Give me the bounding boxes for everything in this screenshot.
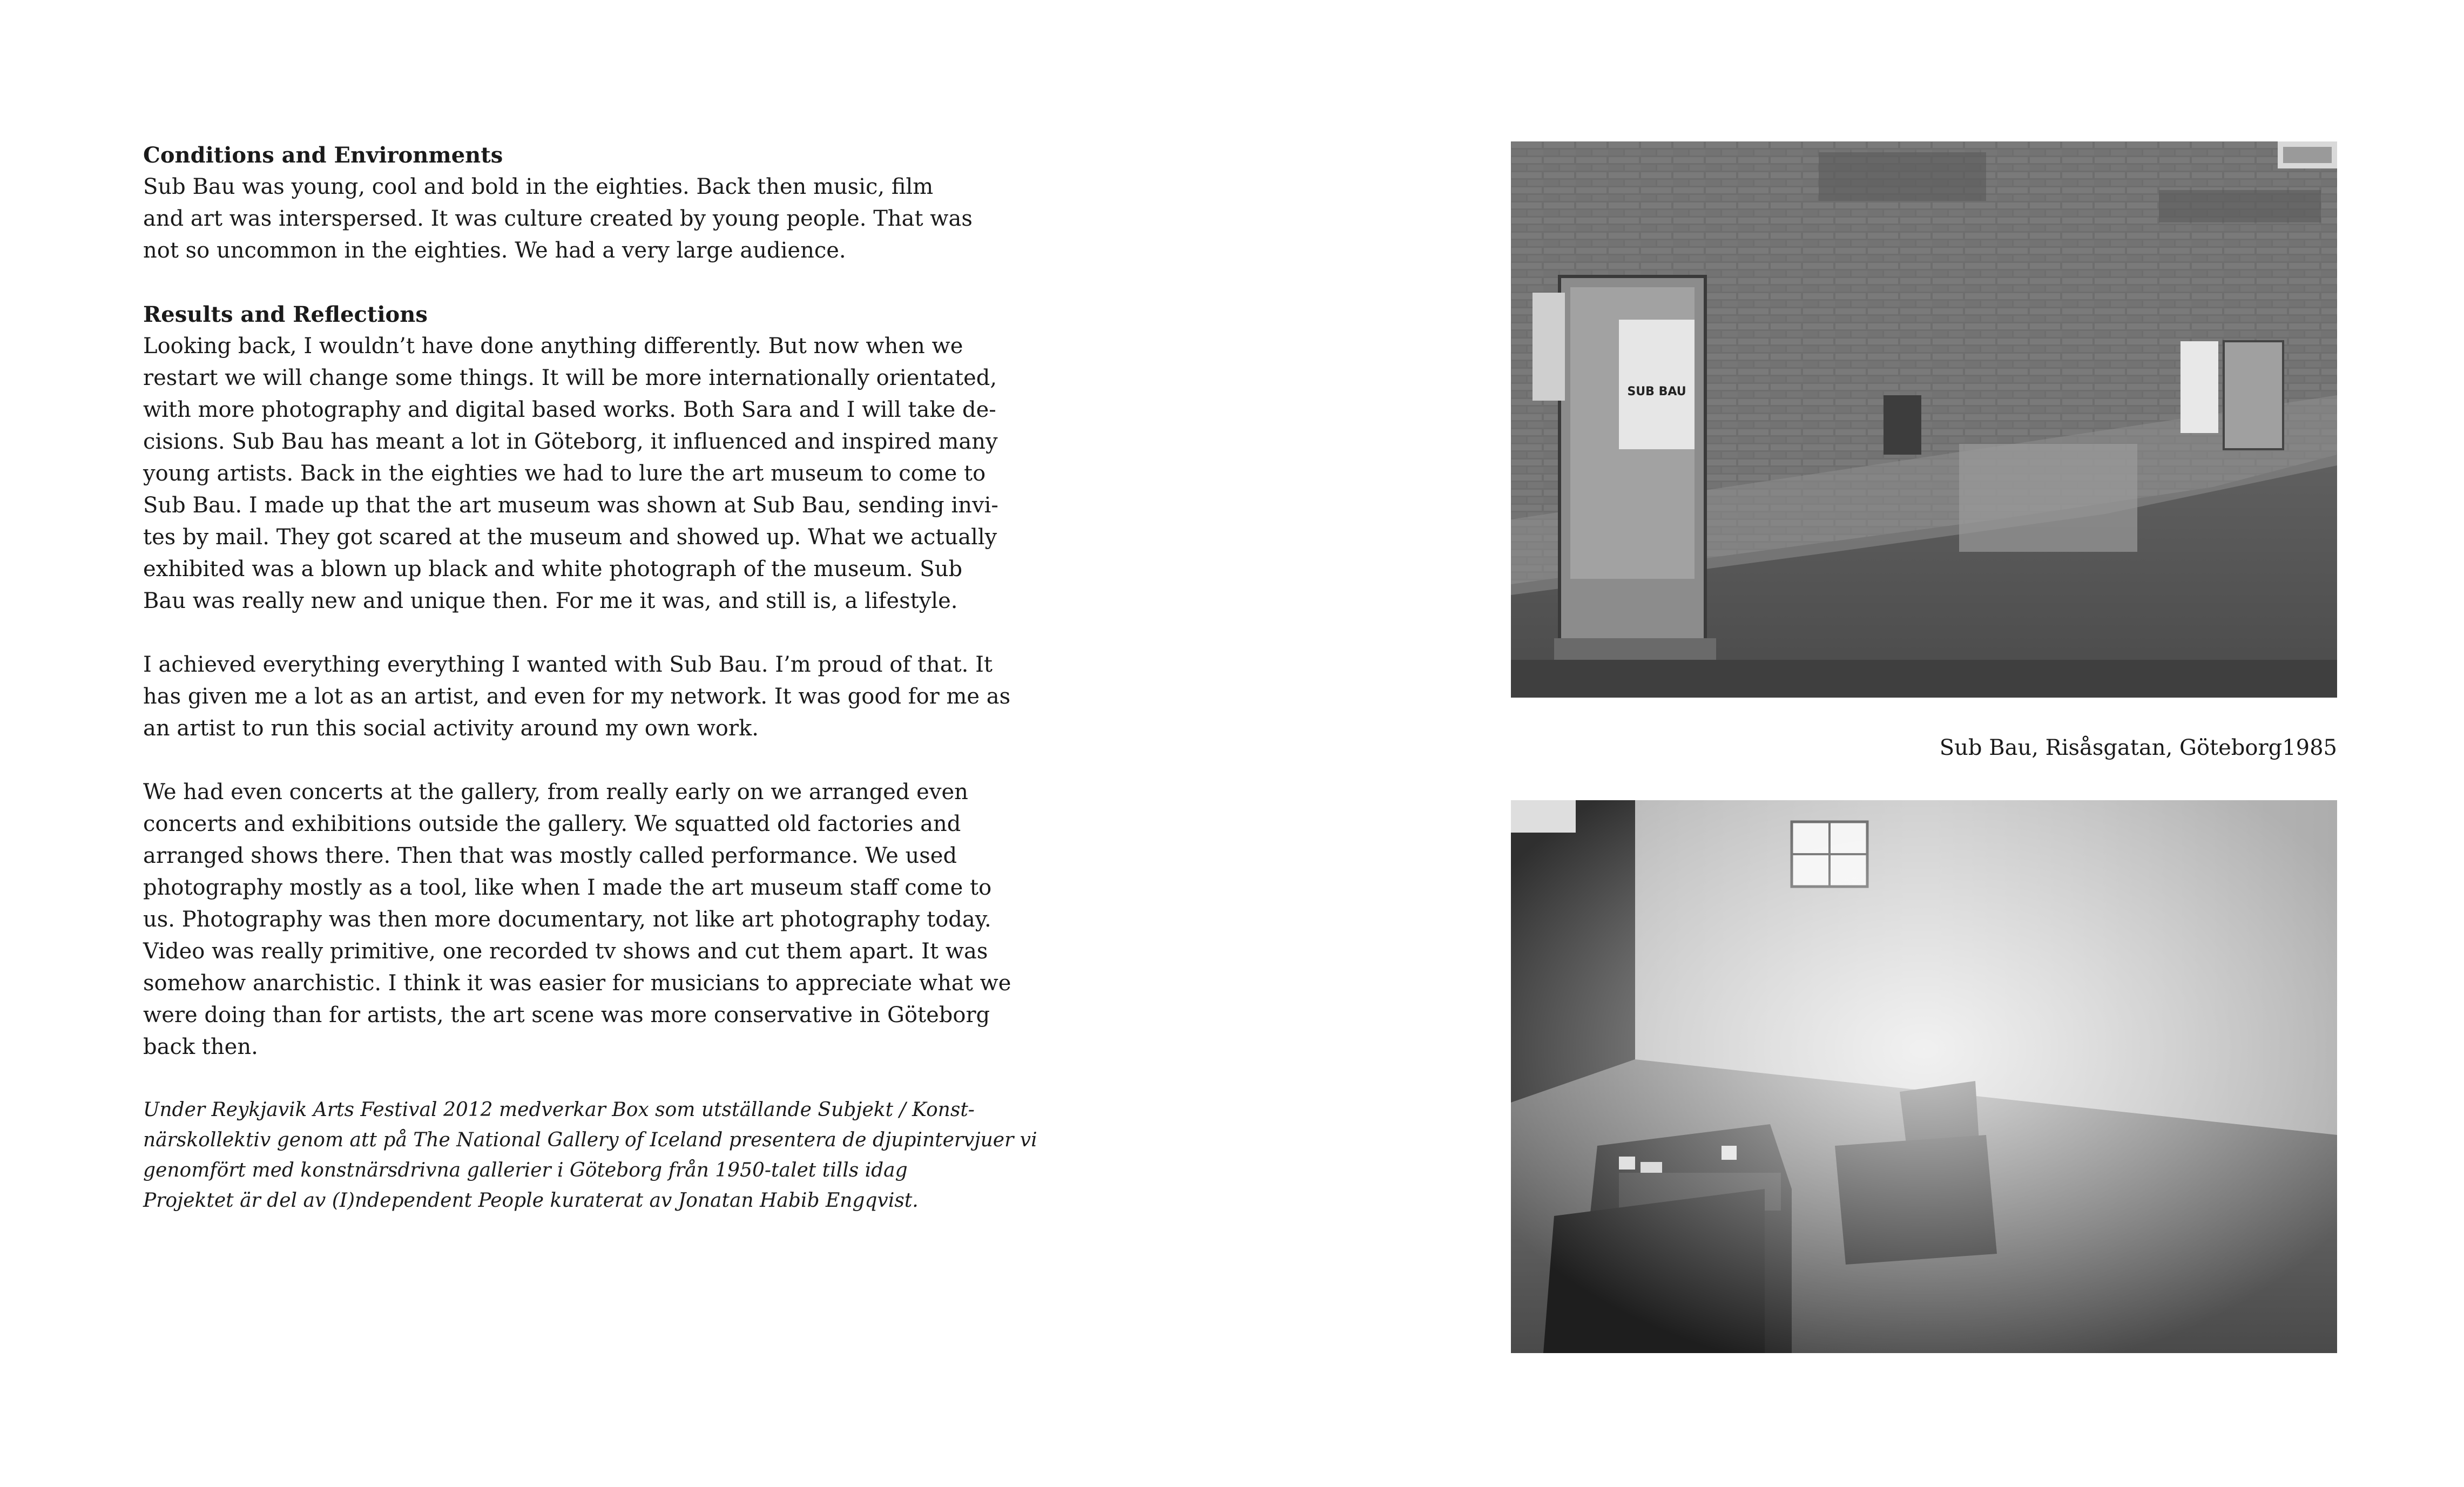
credits-line: Under Reykjavik Arts Festival 2012 medverkar Box som utställande Subjekt / Konst-: [143, 1099, 975, 1121]
utility-box: [1533, 276, 1716, 660]
photo-caption: Sub Bau, Risåsgatan, Göteborg1985: [1939, 735, 2337, 760]
conditions-heading: Conditions and Environments: [143, 143, 503, 168]
paragraph-line: back then.: [143, 1035, 258, 1059]
interior-photo-image: [1511, 800, 2337, 1353]
paragraph-line: I achieved everything everything I wanted with Sub Bau. I’m proud of that. It: [143, 652, 993, 677]
paragraph-line: tes by mail. They got scared at the museum and showed up. What we actually: [143, 525, 997, 550]
paragraph-line: with more photography and digital based works. Both Sara and I will take de-: [143, 397, 996, 422]
paragraph-line: restart we will change some things. It will be more internationally orientated,: [143, 366, 997, 390]
paragraph-line: exhibited was a blown up black and white photograph of the museum. Sub: [143, 557, 963, 582]
paragraph-line: Looking back, I wouldn’t have done anything differently. But now when we: [143, 334, 963, 359]
paragraph-line: concerts and exhibitions outside the gallery. We squatted old factories and: [143, 812, 961, 836]
conditions-section: [143, 139, 975, 267]
text-column: [143, 139, 1037, 1248]
interior-photo: [1511, 800, 2337, 1353]
credits-line: Projektet är del av (I)ndependent People kuraterat av Jonatan Habib Engqvist.: [143, 1189, 919, 1212]
paragraph-line: us. Photography was then more documentary, not like art photography today.: [143, 907, 991, 932]
results-heading: Results and Reflections: [143, 302, 428, 327]
credits-paragraph: [143, 1095, 1037, 1216]
paragraph-line: arranged shows there. Then that was mostly called performance. We used: [143, 843, 957, 868]
results-section: [143, 299, 998, 617]
paragraph-line: young artists. Back in the eighties we had to lure the art museum to come to: [143, 461, 986, 486]
paragraph-line: cisions. Sub Bau has meant a lot in Göteborg, it influenced and inspired many: [143, 429, 998, 454]
paragraph-line: We had even concerts at the gallery, from really early on we arranged even: [143, 780, 968, 805]
concerts-paragraph: [143, 776, 1011, 1063]
credits-line: genomfört med konstnärsdrivna gallerier i Göteborg från 1950-talet tills idag: [143, 1159, 908, 1181]
paragraph-line: Sub Bau. I made up that the art museum was shown at Sub Bau, sending invi-: [143, 493, 998, 518]
paragraph-line: were doing than for artists, the art scene was more conservative in Göteborg: [143, 1003, 990, 1028]
paragraph-line: not so uncommon in the eighties. We had a very large audience.: [143, 238, 846, 263]
achieved-paragraph: [143, 649, 1011, 745]
paragraph-line: somehow anarchistic. I think it was easier for musicians to appreciate what we: [143, 971, 1011, 996]
credits-line: närskollektiv genom att på The National Gallery of Iceland presentera de djupintervjuer vi: [143, 1129, 1037, 1151]
paragraph-line: an artist to run this social activity around my own work.: [143, 716, 759, 741]
street-photo-image: [1511, 141, 2337, 698]
paragraph-line: has given me a lot as an artist, and even for my network. It was good for me as: [143, 684, 1011, 709]
paragraph-line: Sub Bau was young, cool and bold in the eighties. Back then music, film: [143, 174, 934, 199]
paragraph-line: Bau was really new and unique then. For me it was, and still is, a lifestyle.: [143, 589, 958, 613]
paragraph-line: photography mostly as a tool, like when I made the art museum staff come to: [143, 875, 992, 900]
poster-text: SUB BAU: [1627, 385, 1686, 398]
paragraph-line: and art was interspersed. It was culture created by young people. That was: [143, 206, 973, 231]
street-photo: [1511, 141, 2337, 698]
paragraph-line: Video was really primitive, one recorded tv shows and cut them apart. It was: [143, 939, 988, 964]
